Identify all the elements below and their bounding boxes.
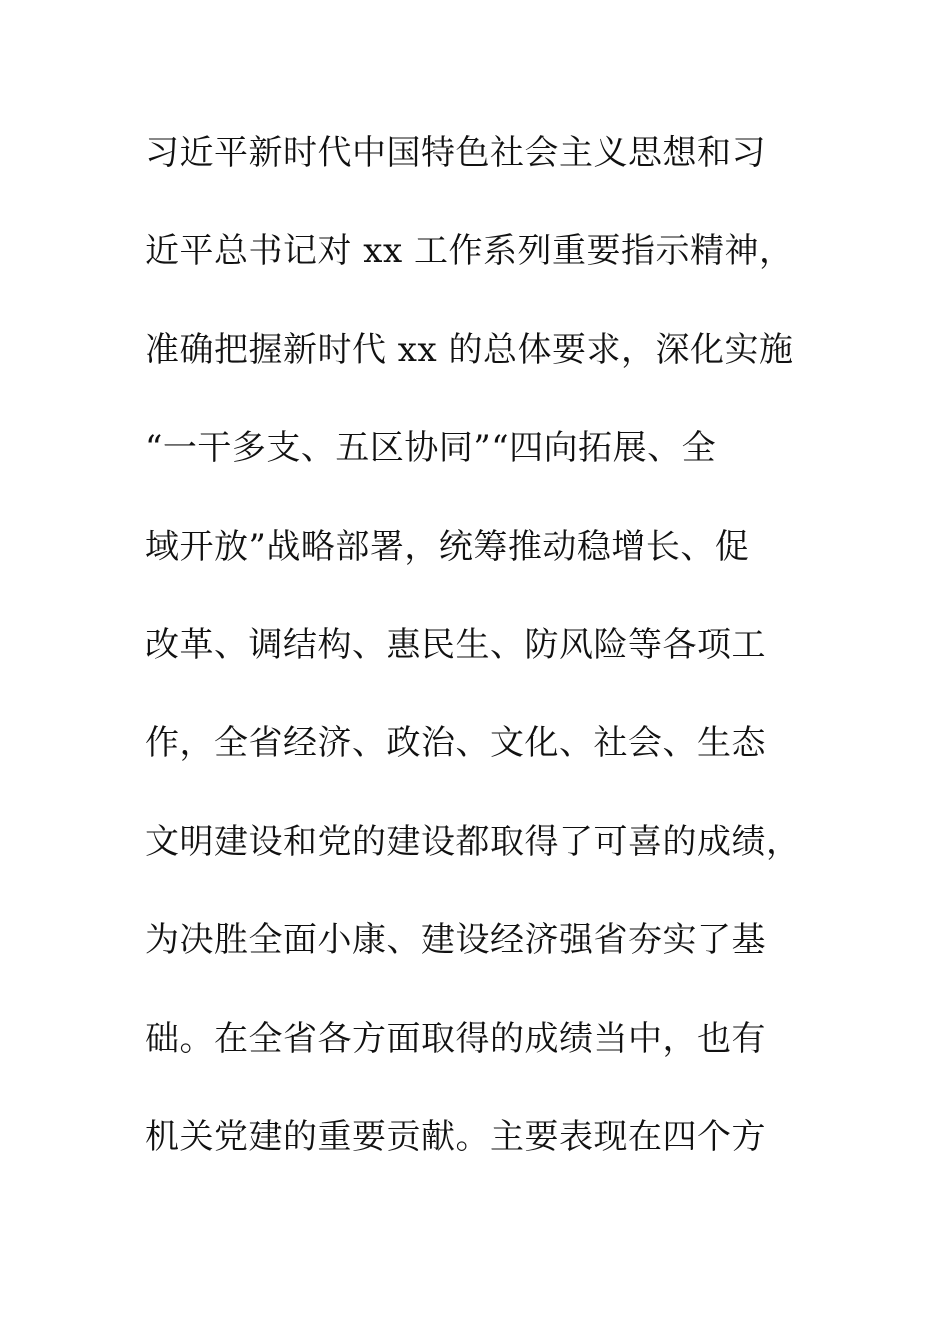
text-line: 础。在全省各方面取得的成绩当中，也有	[145, 1018, 766, 1059]
text-line: 近平总书记对 xx 工作系列重要指示精神，	[145, 231, 794, 272]
text-line: 文明建设和党的建设都取得了可喜的成绩，	[145, 821, 801, 862]
body-text	[145, 124, 825, 1206]
text-line: 习近平新时代中国特色社会主义思想和习	[145, 133, 766, 173]
text-line: 机关党建的重要贡献。主要表现在四个方	[145, 1116, 766, 1157]
text-line: 准确把握新时代 xx 的总体要求，深化实施	[145, 329, 794, 370]
text-line: 作，全省经济、政治、文化、社会、生态	[145, 723, 766, 764]
text-line: 为决胜全面小康、建设经济强省夯实了基	[145, 920, 766, 961]
text-line: “一干多支、五区协同”“四向拓展、全	[145, 428, 717, 469]
text-line: 域开放”战略部署，统筹推动稳增长、促	[145, 526, 750, 567]
text-line: 改革、调结构、惠民生、防风险等各项工	[145, 624, 766, 665]
